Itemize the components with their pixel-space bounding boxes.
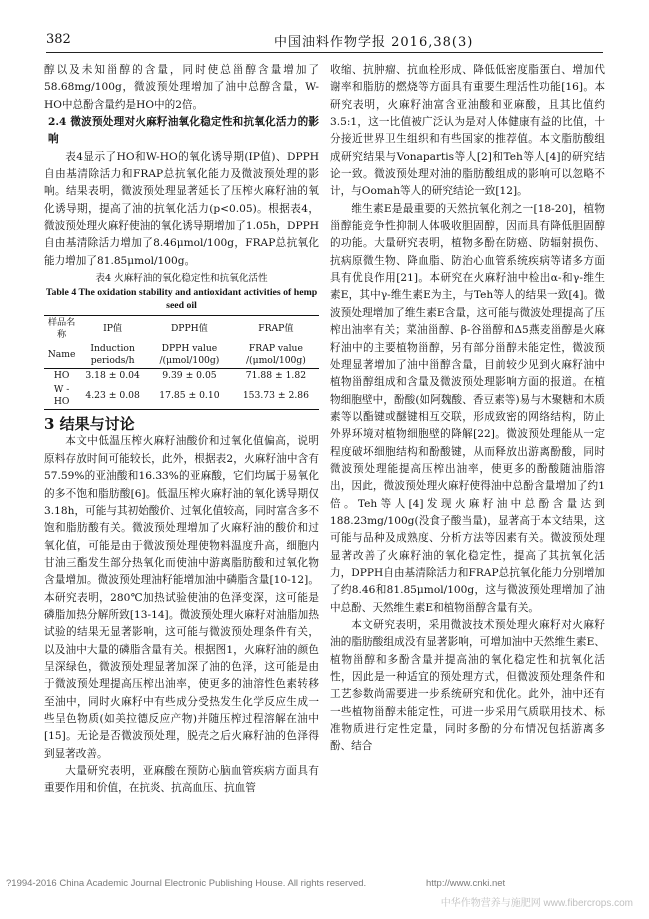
paragraph: 本文中低温压榨火麻籽油酸价和过氧化值偏高，说明原料存放时间可能较长，此外，根据表2，火麻籽油中含有57.59%的亚油酸和16.33%的亚麻酸，它们均属于易氧化的多不饱和脂肪酸[6]。低温压榨火麻籽油的氧化诱导期仅3.18h，可能与其初始酸价、过氧化值较高，同时富含多不饱和脂肪酸有关。微波预处理增加了火麻籽油的酸价和过氧化值，可能是由于微波预处理使物料温度升高，细胞内甘油三酯发生部分热氧化而使油中游离脂肪酸和过氧化物含量增加。微波预处理油籽能增加油中磷脂含量[10-12]。本研究表明，280℃加热试验使油的色泽变深，这可能是磷脂加热分解所致[13-14]。微波预处理火麻籽对油脂加热试验的结果无显著影响，这可能与微波预处理条件有关，以及油中大量的磷脂含量有关。根据图1，火麻籽油的颜色呈深绿色，微波预处理显著加深了油的色泽，这可能是由于微波预处理提高压榨出油率，使更多的油溶性色素转移至油中，同时火麻籽中有些成分受热发生化学反应生成一些呈色物质(如美拉德反应产物)并随压榨过程溶解在油中[15]。无论是否微波预处理，脱壳之后火麻籽油的色泽得到显著改善。 (44, 435, 319, 760)
header-rule (46, 52, 603, 53)
col-header-en: DPPH value /(μmol/100g) (146, 342, 233, 369)
paragraph: 表4显示了HO和W-HO的氧化诱导期(IP值)、DPPH自由基清除活力和FRAP总抗氧化能力及微波预处理的影响。结果表明，微波预处理显著延长了压榨火麻籽油的氧化诱导期，提高了油的抗氧化活力(p<0.05)。根据表4，微波预处理火麻籽使油的氧化诱导期增加了1.05h，DPPH自由基清除活力增加了8.46μmol/100g，FRAP总抗氧化能力增加了81.85μmol/100g。 (44, 150, 319, 267)
right-column (330, 62, 605, 756)
table-cell: 71.88 ± 1.82 (245, 370, 307, 382)
table-cell: 4.23 ± 0.08 (79, 383, 146, 410)
table-cell: 9.39 ± 0.05 (162, 370, 217, 382)
col-header-en: Induction periods/h (79, 342, 146, 369)
copyright-text: ?1994-2016 China Academic Journal Electronic Publishing House. All rights reserved. (6, 878, 367, 889)
section-heading-2-4: 2.4 微波预处理对火麻籽油氧化稳定性和抗氧化活力的影响 (48, 116, 319, 146)
paragraph: 大量研究表明，亚麻酸在预防心脑血管疾病方面具有重要作用和价值，在抗炎、抗高血压、抗血管 (44, 765, 319, 795)
paragraph: 醇以及未知甾醇的含量，同时使总甾醇含量增加了58.68mg/100g，微波预处理增加了油中总醇含量，W-HO中总酚含量约是HO中的2倍。 (44, 64, 319, 111)
table-title-en: Table 4 The oxidation stability and antioxidant activities of hemp seed oil (45, 287, 318, 312)
table-cell: W - HO (44, 383, 79, 410)
page-number: 382 (46, 32, 71, 47)
col-header: FRAP值 (233, 316, 319, 343)
table-cell: 153.73 ± 2.86 (233, 383, 319, 410)
table-row (44, 369, 319, 384)
col-header: DPPH值 (146, 316, 233, 343)
page-header (46, 28, 603, 52)
watermark: 中华作物营养与施肥网 www.fibercrops.com (440, 898, 633, 909)
col-header-en: FRAP value /(μmol/100g) (233, 342, 319, 369)
table-cell: 17.85 ± 0.10 (146, 383, 233, 410)
table-4 (44, 272, 319, 410)
table-row (44, 383, 319, 410)
footer-url: http://www.cnki.net (426, 878, 506, 889)
paragraph: 维生素E是最重要的天然抗氧化剂之一[18-20]，植物甾醇能竞争性抑制人体吸收胆固醇，因而具有降低胆固醇的功能。大量研究表明，植物多酚在防癌、防辐射损伤、抗病原微生物、降血脂、防治心血管系统疾病等诸多方面具有优良作用[21]。本研究在火麻籽油中检出α-和γ-维生素E，其中γ-维生素E为主，与Teh等人的结果一致[4]。微波预处理增加了维生素E含量，这可能与微波处理提高了压榨出油率有关；菜油甾醇、β-谷甾醇和Δ5燕麦甾醇是火麻籽油中的主要植物甾醇，另有部分甾醇未能定性，微波预处理显著增加了油中甾醇含量，目前较少见到火麻籽油中植物甾醇组成和含量及微波预处理影响方面的报道。在植物细胞壁中，酚酸(如阿魏酸、香豆素等)易与木聚糖和木质素等以酯键或醚键相互交联，形成致密的网络结构，防止外界环境对植物细胞壁的降解[22]。微波预处理能从一定程度破坏细胞结构和酚酸键，从而释放出游离酚酸，同时微波预处理能提高压榨出油率，使更多的酚酸随油脂溶出，因此，微波预处理火麻籽使得油中总酚含量增加了约1倍。Teh等人[4]发现火麻籽油中总酚含量达到188.23mg/100g(没食子酸当量)，显著高于本文结果，这可能与品种及成熟度、分析方法等因素有关。微波预处理显著改善了火麻籽油的氧化稳定性，提高了其抗氧化活力，DPPH自由基清除活力和FRAP总抗氧化能力分别增加了约8.46和81.85μmol/100g，这与微波预处理增加了油中总酚、天然维生素E和植物甾醇含量有关。 (330, 202, 605, 614)
table-cell: HO (53, 370, 70, 382)
col-header: IP值 (79, 316, 146, 343)
table-title-cn: 表4 火麻籽油的氧化稳定性和抗氧化活性 (95, 273, 268, 285)
col-header: 样品名称 (44, 316, 79, 343)
data-table (44, 315, 319, 410)
left-column (44, 62, 319, 798)
paragraph: 收缩、抗肿瘤、抗血栓形成、降低低密度脂蛋白、增加代谢率和脂肪的燃烧等方面具有重要生理活性功能[16]。本研究表明，火麻籽油富含亚油酸和亚麻酸，且其比值约3.5:1，这一比值被广泛认为是对人体健康有益的比值，十分接近世界卫生组织和有些国家的推荐值。本文脂肪酸组成研究结果与Vonapartis等人[2]和Teh等人[4]的研究结论一致。微波预处理对油的脂肪酸组成的影响可以忽略不计，与Oomah等人的研究结论一致[12]。 (330, 64, 605, 198)
page-footer (6, 878, 643, 894)
journal-header: 中国油料作物学报 2016,38(3) (274, 35, 474, 50)
section-heading-3: 3 结果与讨论 (44, 415, 135, 434)
paragraph: 本文研究表明，采用微波技术预处理火麻籽对火麻籽油的脂肪酸组成没有显著影响，可增加油中天然维生素E、植物甾醇和多酚含量并提高油的氧化稳定性和抗氧化活性，因此是一种适宜的预处理方式，但微波预处理条件和工艺参数尚需要进一步系统研究和优化。此外，油中还有一些植物甾醇未能定性，可进一步采用气质联用技术、标准物质进行定性定量，同时多酚的分布情况包括游离多酚、结合 (330, 619, 605, 753)
col-header-en: Name (44, 342, 79, 369)
table-cell: 3.18 ± 0.04 (85, 370, 140, 382)
